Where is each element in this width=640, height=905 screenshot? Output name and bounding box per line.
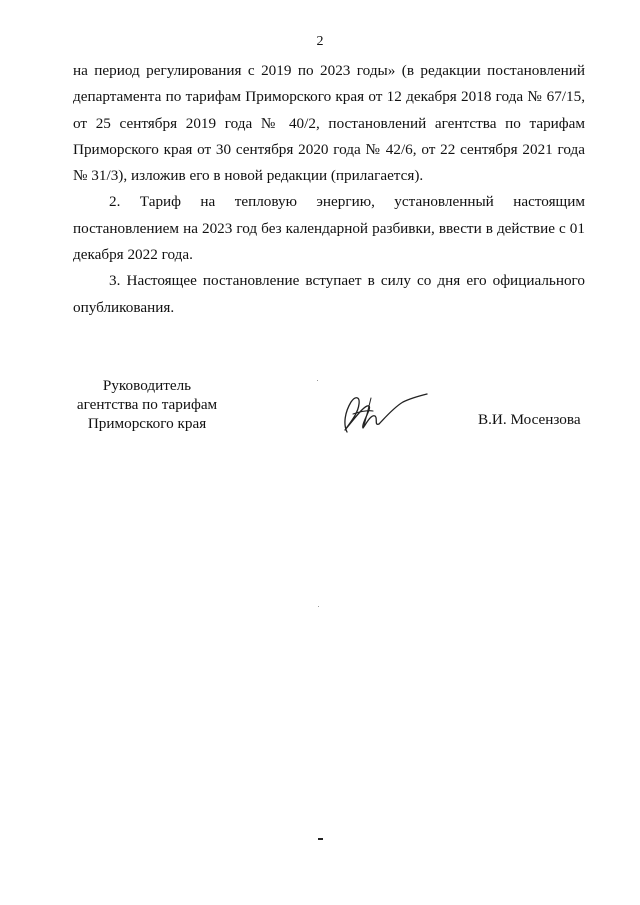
- page-mark: [318, 838, 323, 840]
- signer-title: [72, 376, 222, 433]
- document-body: [73, 58, 585, 321]
- signer-title-line: агентства по тарифам: [76, 396, 218, 413]
- signer-title-line: Приморского края: [87, 415, 207, 432]
- scan-speck: [317, 380, 318, 381]
- handwritten-signature: [333, 384, 433, 440]
- paragraph-continuation: на период регулирования с 2019 по 2023 годы» (в редакции постановлений департамента по тарифам Приморского края от 12 декабря 2018 года № 67/15, от 25 сентября 2019 года № 40/2, постановлений агентства по тарифам Приморского края от 30 сентября 2020 года № 42/6, от 22 сентября 2021 года № 31/3), изложив его в новой редакции (прилагается).: [73, 62, 585, 185]
- page-number: 2: [316, 34, 324, 49]
- signer-name: В.И. Мосензова: [478, 411, 581, 428]
- paragraph-item-3: 3. Настоящее постановление вступает в силу со дня его официального опубликования.: [73, 272, 585, 316]
- signer-title-line: Руководитель: [102, 377, 192, 394]
- scan-speck: [318, 606, 319, 607]
- paragraph-item-2: 2. Тариф на тепловую энергию, установленный настоящим постановлением на 2023 год без календарной разбивки, ввести в действие с 01 декабря 2022 года.: [73, 193, 585, 264]
